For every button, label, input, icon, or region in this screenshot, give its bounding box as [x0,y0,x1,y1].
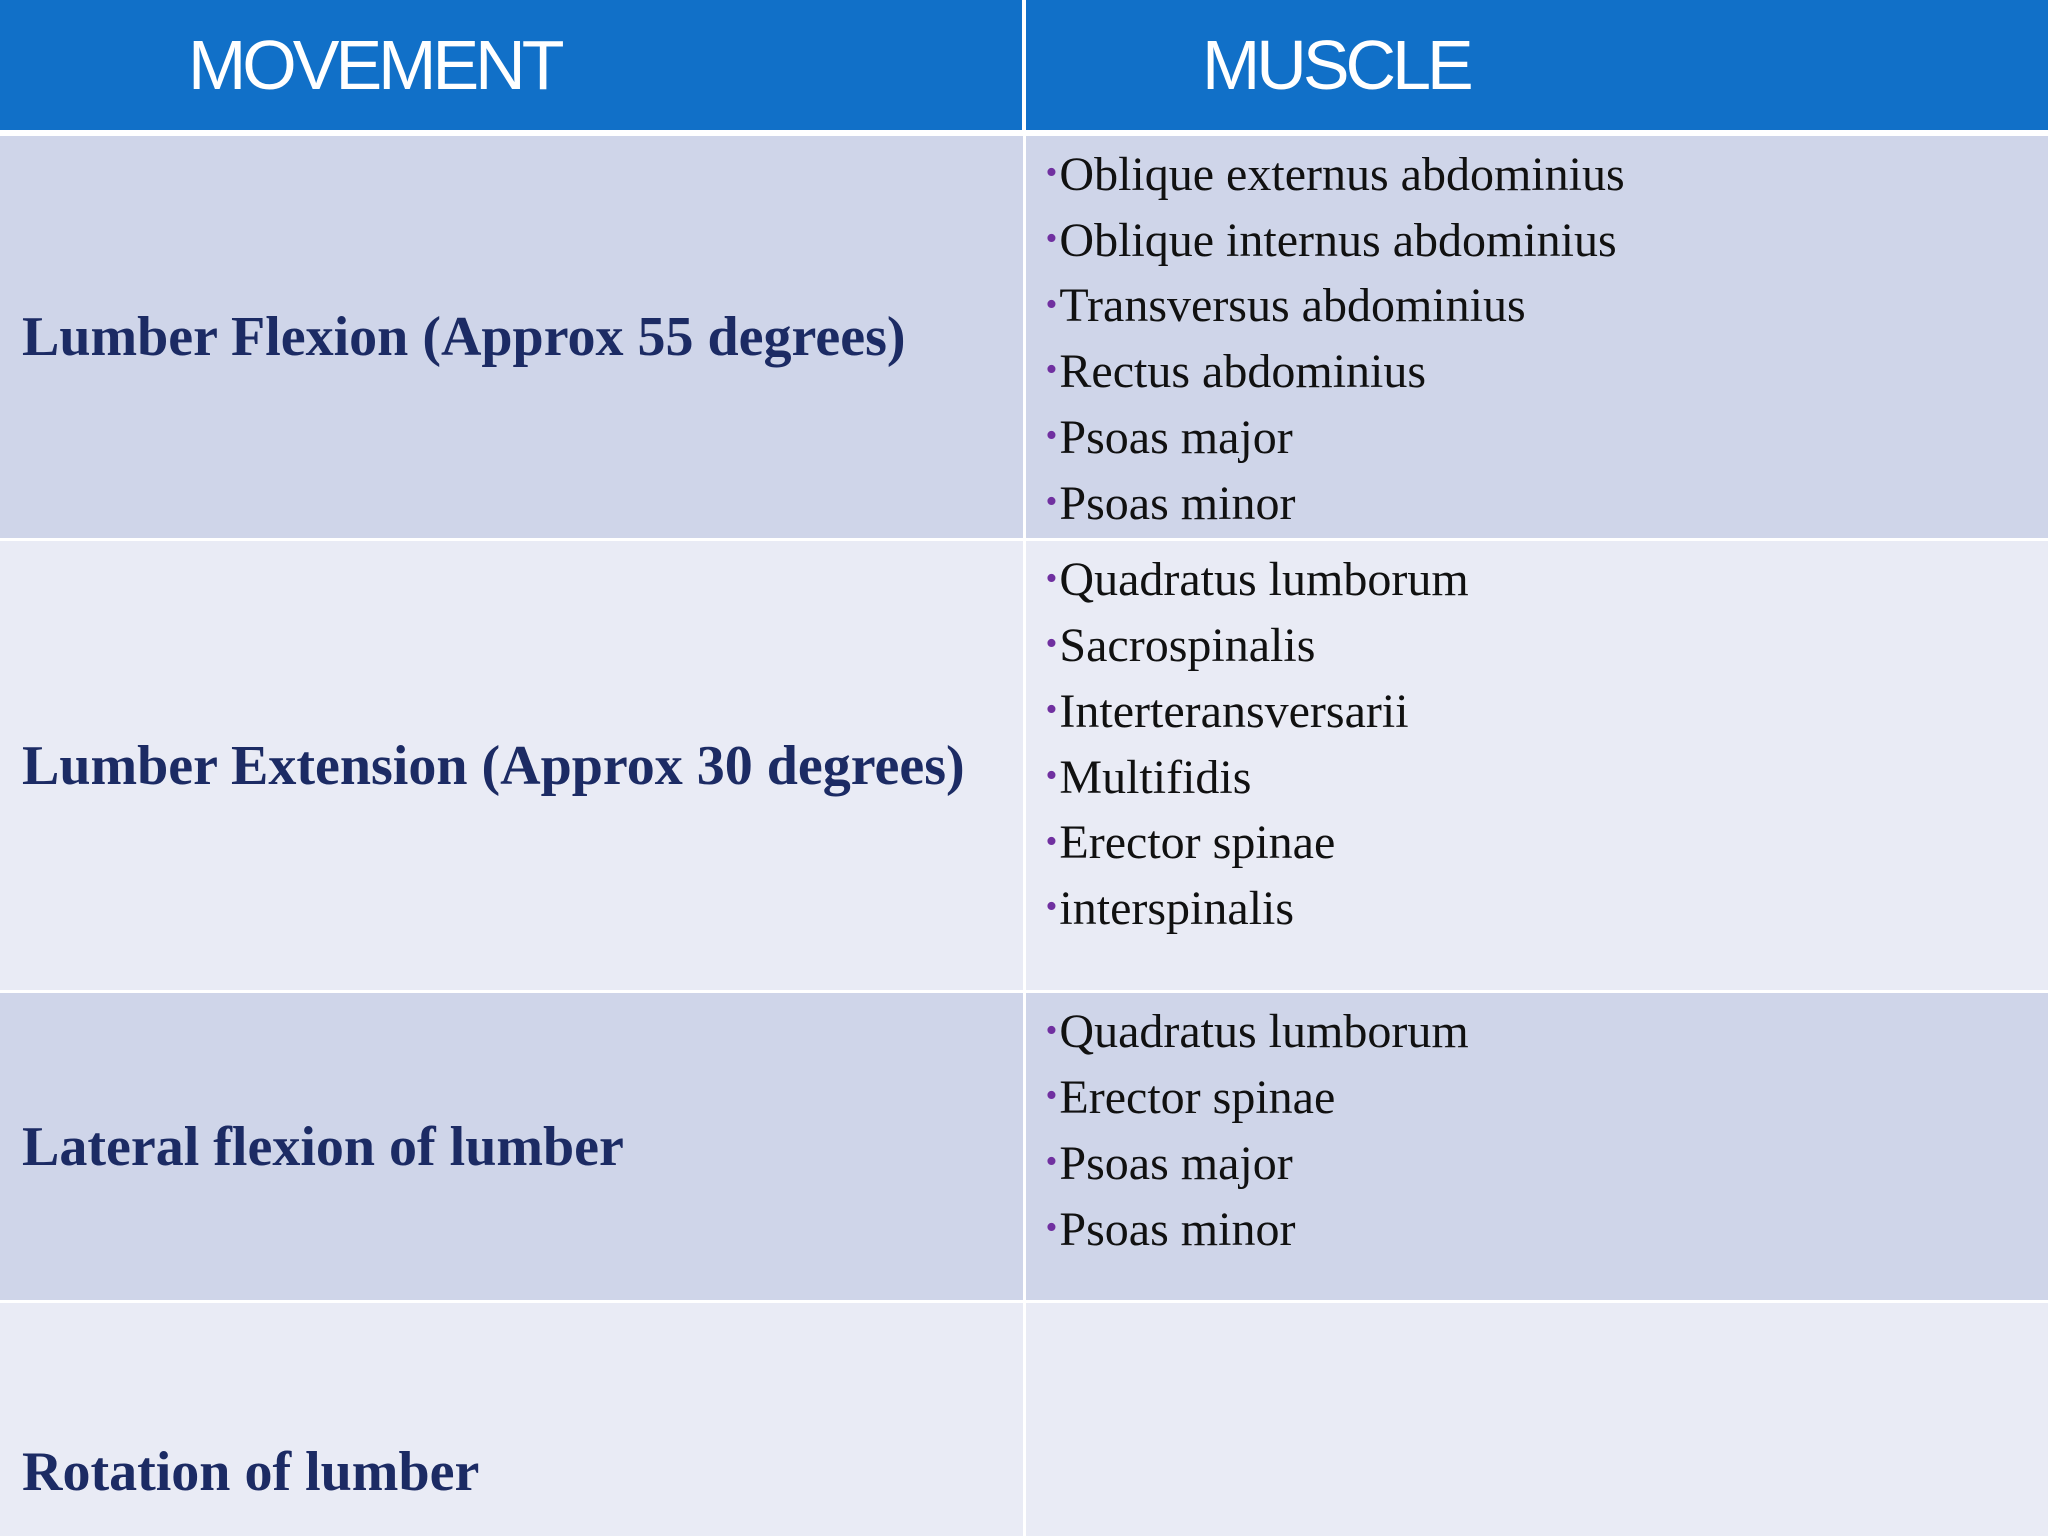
header-row [0,0,2048,133]
muscle-name: Psoas minor [1059,476,1296,530]
muscle-name: Oblique externus abdominius [1059,148,1625,201]
muscle-item [1046,549,2048,615]
bullet-icon: • [1045,482,1058,520]
movement-cell: Lumber Extension (Approx 30 degrees) [0,540,1024,992]
muscle-name: Psoas major [1059,1136,1293,1190]
bullet-icon: • [1045,417,1058,455]
muscle-item [1046,275,2048,341]
muscle-column-header: MUSCLE [1024,0,2048,133]
muscle-item [1046,407,2048,473]
muscle-cell [1024,992,2048,1302]
muscle-cell-empty [1024,1302,2048,1536]
muscle-name: interspinalis [1059,882,1295,936]
muscle-item [1046,1199,2048,1265]
bullet-icon: • [1045,154,1058,192]
muscle-list [1046,549,2048,943]
movement-cell: Rotation of lumber [0,1302,1024,1536]
muscle-name: Transversus abdominius [1059,279,1526,333]
muscle-item [1046,1133,2048,1199]
muscle-cell [1024,133,2048,540]
muscle-list [1046,1001,2048,1264]
movement-cell: Lumber Flexion (Approx 55 degrees) [0,133,1024,540]
muscle-item [1046,341,2048,407]
muscle-item [1046,1067,2048,1133]
bullet-icon: • [1045,1077,1058,1115]
bullet-icon: • [1045,1143,1058,1181]
movement-column-header: MOVEMENT [0,0,1024,133]
muscle-item [1046,473,2048,539]
bullet-icon: • [1045,351,1058,389]
muscle-name: Oblique internus abdominius [1059,213,1617,267]
muscle-name: Sacrospinalis [1059,619,1316,673]
muscle-item [1046,615,2048,681]
bullet-icon: • [1045,756,1058,794]
table-row [0,133,2048,540]
bullet-icon: • [1045,1208,1058,1246]
muscle-name: Rectus abdominius [1059,345,1427,399]
table-row [0,992,2048,1302]
table-row [0,540,2048,992]
movement-cell: Lateral flexion of lumber [0,992,1024,1302]
muscle-list [1046,144,2048,538]
bullet-icon: • [1045,1011,1058,1049]
bullet-icon: • [1045,625,1058,663]
muscle-item [1046,812,2048,878]
muscle-name: Psoas major [1059,410,1293,464]
table-row [0,1302,2048,1536]
bullet-icon: • [1045,559,1058,597]
muscle-name: Quadratus lumborum [1059,553,1469,607]
muscle-item [1046,878,2048,944]
muscle-name: Interteransversarii [1059,684,1409,738]
muscle-cell [1024,540,2048,992]
bullet-icon: • [1045,888,1058,926]
bullet-icon: • [1045,822,1058,860]
muscle-name: Psoas minor [1059,1202,1296,1256]
muscle-item [1046,681,2048,747]
muscle-name: Quadratus lumborum [1059,1005,1469,1059]
bullet-icon: • [1045,691,1058,729]
muscle-item [1046,144,2048,210]
muscle-item [1046,210,2048,276]
muscle-name: Erector spinae [1059,1071,1336,1125]
bullet-icon: • [1045,219,1058,257]
muscle-item [1046,1001,2048,1067]
bullet-icon: • [1045,285,1058,323]
muscle-item [1046,747,2048,813]
muscle-name: Multifidis [1059,750,1252,804]
muscle-name: Erector spinae [1059,816,1336,870]
